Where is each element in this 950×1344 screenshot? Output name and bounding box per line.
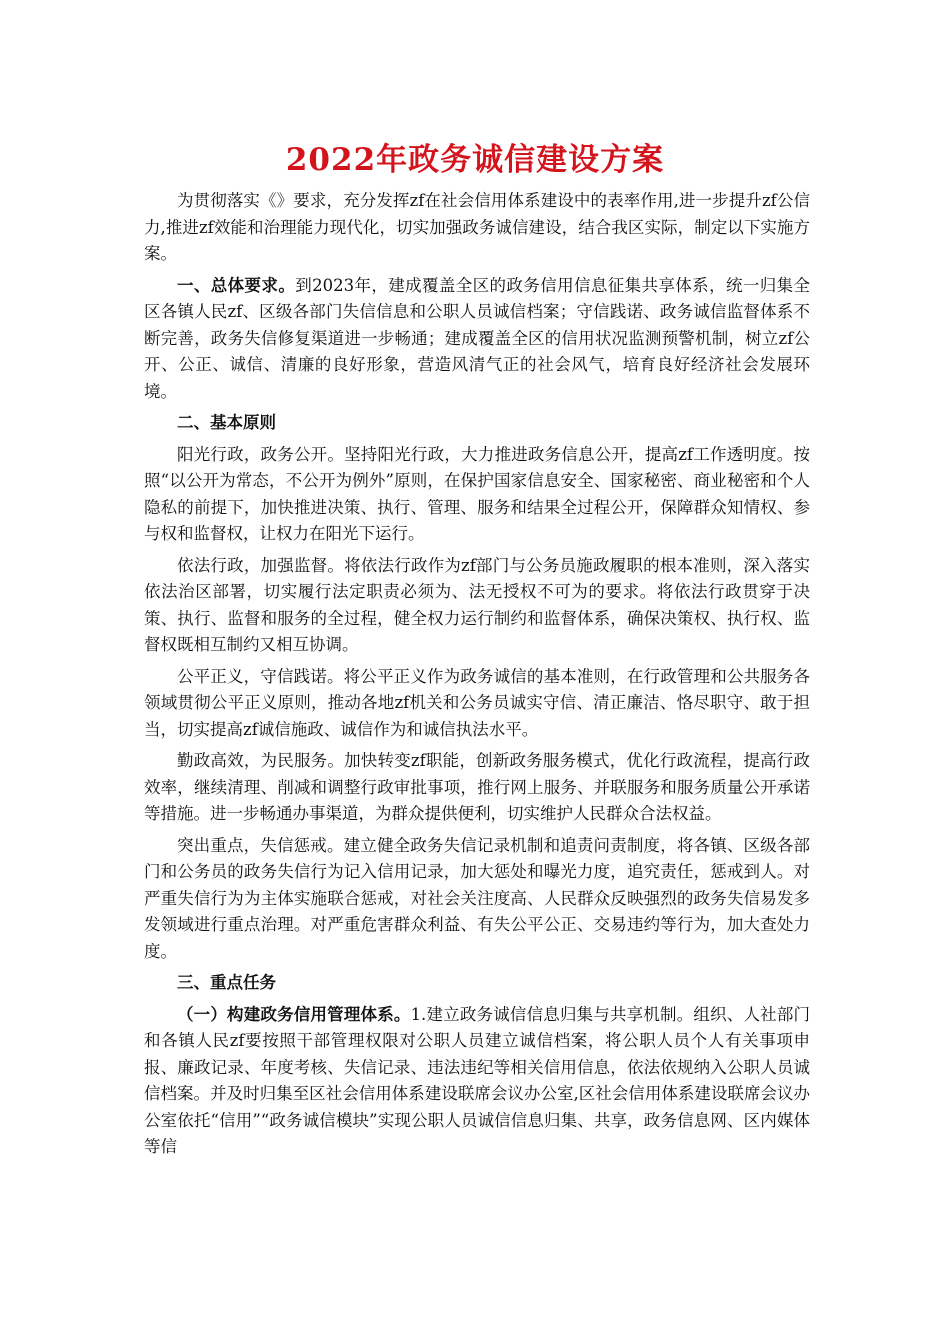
task-1-text: 1.建立政务诚信信息归集与共享机制。组织、人社部门和各镇人民zf要按照干部管理权限对公职人员建立诚信档案，将公职人员个人有关事项申报、廉政记录、年度考核、失信记录、违法违纪等相关信用信息，依法依规纳入公职人员诚信档案。并及时归集至区社会信用体系建设联席会议办公室,区社会信用体系建设联席会议办公室依托“信用”“政务诚信模块”实现公职人员诚信信息归集、共享，政务信息网、区内媒体等信 [144, 1004, 811, 1156]
principle-paragraph-4: 勤政高效，为民服务。加快转变zf职能，创新政务服务模式，优化行政流程，提高行政效率，继续清理、削减和调整行政审批事项，推行网上服务、并联服务和服务质量公开承诺等措施。进一步畅通办事渠道，为群众提供便利，切实维护人民群众合法权益。 [144, 751, 810, 823]
section-1-paragraph [144, 273, 810, 406]
principle-paragraph-3: 公平正义，守信践诺。将公平正义作为政务诚信的基本准则，在行政管理和公共服务各领域贯彻公平正义原则，推动各地zf机关和公务员诚实守信、清正廉洁、恪尽职守、敢于担当，切实提高zf诚信施政、诚信作为和诚信执法水平。 [144, 666, 810, 739]
section-1-lead: 一、总体要求。 [177, 275, 296, 295]
document-body [144, 188, 810, 1166]
task-1-lead: （一）构建政务信用管理体系。 [177, 1004, 411, 1024]
section-1-text: 到2023年，建成覆盖全区的政务信用信息征集共享体系，统一归集全区各镇人民zf、区级各部门失信信息和公职人员诚信档案；守信践诺、政务诚信监督体系不断完善，政务失信修复渠道进一步畅通；建成覆盖全区的信用状况监测预警机制，树立zf公开、公正、诚信、清廉的良好形象，营造风清气正的社会风气，培育良好经济社会发展环境。 [144, 275, 810, 401]
task-paragraph-1 [144, 1002, 810, 1161]
principle-paragraph-2: 依法行政，加强监督。将依法行政作为zf部门与公务员施政履职的根本准则，深入落实依法治区部署，切实履行法定职责必须为、法无授权不可为的要求。将依法行政贯穿于决策、执行、监督和服务的全过程，健全权力运行制约和监督体系，确保决策权、执行权、监督权既相互制约又相互协调。 [144, 555, 810, 654]
section-2-heading: 二、基本原则 [177, 413, 276, 432]
principle-paragraph-5: 突出重点，失信惩戒。建立健全政务失信记录机制和追责问责制度，将各镇、区级各部门和公务员的政务失信行为记入信用记录，加大惩处和曝光力度，追究责任，惩戒到人。对严重失信行为为主体实施联合惩戒，对社会关注度高、人民群众反映强烈的政务失信易发多发领域进行重点治理。对严重危害群众利益、有失公平公正、交易违约等行为，加大查处力度。 [144, 835, 810, 961]
principle-paragraph-1: 阳光行政，政务公开。坚持阳光行政，大力推进政务信息公开，提高zf工作透明度。按照“以公开为常态，不公开为例外”原则，在保护国家信息安全、国家秘密、商业秘密和个人隐私的前提下，加快推进决策、执行、管理、服务和结果全过程公开，保障群众知情权、参与权和监督权，让权力在阳光下运行。 [144, 444, 810, 543]
section-3-heading: 三、重点任务 [177, 973, 276, 992]
intro-paragraph: 为贯彻落实《》要求，充分发挥zf在社会信用体系建设中的表率作用,进一步提升zf公信力,推进zf效能和治理能力现代化，切实加强政务诚信建设，结合我区实际，制定以下实施方案。 [144, 191, 810, 263]
document-title: 2022年政务诚信建设方案 [285, 142, 665, 178]
